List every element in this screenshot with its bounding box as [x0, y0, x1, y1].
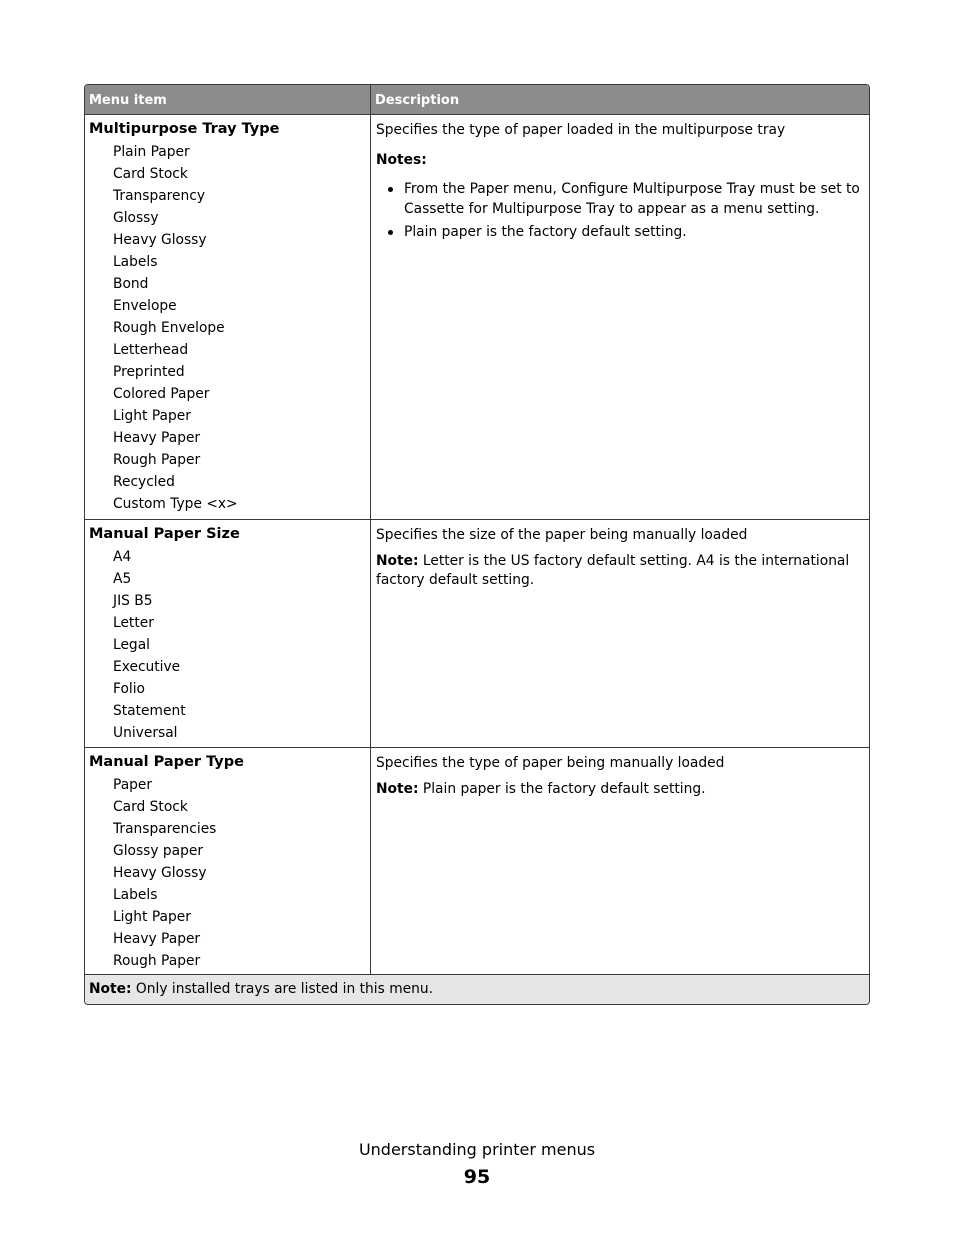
option-item: Recycled [113, 474, 175, 490]
option-item: Rough Paper [113, 452, 201, 468]
footnote-label: Note: [89, 981, 132, 997]
description-cell [371, 115, 869, 519]
menu-item-cell [85, 748, 371, 974]
description-cell [371, 748, 869, 974]
note-text: Plain paper is the factory default setting. [418, 780, 706, 797]
note-label: Note: [376, 780, 419, 797]
note-bullet: From the Paper menu, Configure Multipurpose Tray must be set to Cassette for Multipurpose Tray to appear as a menu setting. [404, 180, 865, 219]
option-item: Legal [113, 637, 150, 653]
option-item: Colored Paper [113, 386, 210, 402]
description-text: Specifies the type of paper loaded in the multipurpose tray [376, 122, 786, 138]
notes-list [376, 180, 865, 243]
option-item: Labels [113, 887, 158, 903]
option-item: Heavy Glossy [113, 232, 207, 248]
option-item: Glossy paper [113, 843, 204, 859]
table-row [85, 748, 869, 975]
option-item: Rough Envelope [113, 320, 225, 336]
option-item: Preprinted [113, 364, 185, 380]
page-number: 95 [463, 1166, 491, 1188]
table-footnote [85, 975, 869, 1004]
option-item: Executive [113, 659, 181, 675]
table-row [85, 520, 869, 748]
option-list [89, 546, 370, 744]
table-header [85, 85, 869, 115]
option-item: Light Paper [113, 408, 191, 424]
option-item: Plain Paper [113, 144, 190, 160]
option-item: Folio [113, 681, 145, 697]
option-item: Heavy Paper [113, 931, 201, 947]
option-item: A5 [113, 571, 132, 587]
note-label: Note: [376, 552, 419, 569]
table-row [85, 115, 869, 520]
option-item: Heavy Glossy [113, 865, 207, 881]
option-item: A4 [113, 549, 132, 565]
option-item: Light Paper [113, 909, 191, 925]
note-text: Letter is the US factory default setting. A4 is the international factory default setting. [376, 552, 850, 588]
option-item: Transparency [113, 188, 206, 204]
footnote-text: Only installed trays are listed in this menu. [131, 981, 433, 997]
footer-section-title: Understanding printer menus [358, 1140, 596, 1159]
option-item: Paper [113, 777, 153, 793]
option-item: Heavy Paper [113, 430, 201, 446]
option-item: Rough Paper [113, 953, 201, 969]
option-item: Card Stock [113, 166, 188, 182]
menu-item-title: Multipurpose Tray Type [89, 121, 280, 137]
header-menu-item: Menu item [85, 85, 371, 114]
menu-table [84, 84, 870, 1005]
option-item: Transparencies [113, 821, 217, 837]
menu-item-cell [85, 520, 371, 747]
note-paragraph [376, 780, 865, 800]
description-text: Specifies the size of the paper being manually loaded [376, 527, 748, 543]
option-item: Letter [113, 615, 154, 631]
header-description: Description [375, 93, 460, 108]
option-item: Bond [113, 276, 149, 292]
notes-label: Notes: [376, 151, 427, 168]
option-item: Universal [113, 725, 178, 741]
menu-item-cell [85, 115, 371, 519]
option-item: Glossy [113, 210, 159, 226]
menu-item-title: Manual Paper Type [89, 754, 244, 770]
option-item: Statement [113, 703, 186, 719]
option-item: Card Stock [113, 799, 188, 815]
note-bullet: Plain paper is the factory default setting. [404, 223, 865, 243]
option-item: Envelope [113, 298, 177, 314]
option-list [89, 774, 370, 972]
option-item: Labels [113, 254, 158, 270]
option-item: Custom Type <x> [113, 496, 238, 512]
note-paragraph [376, 552, 865, 591]
description-cell [371, 520, 869, 747]
description-text: Specifies the type of paper being manually loaded [376, 755, 725, 771]
option-list [89, 141, 370, 515]
option-item: Letterhead [113, 342, 189, 358]
menu-item-title: Manual Paper Size [89, 526, 240, 542]
option-item: JIS B5 [113, 593, 153, 609]
